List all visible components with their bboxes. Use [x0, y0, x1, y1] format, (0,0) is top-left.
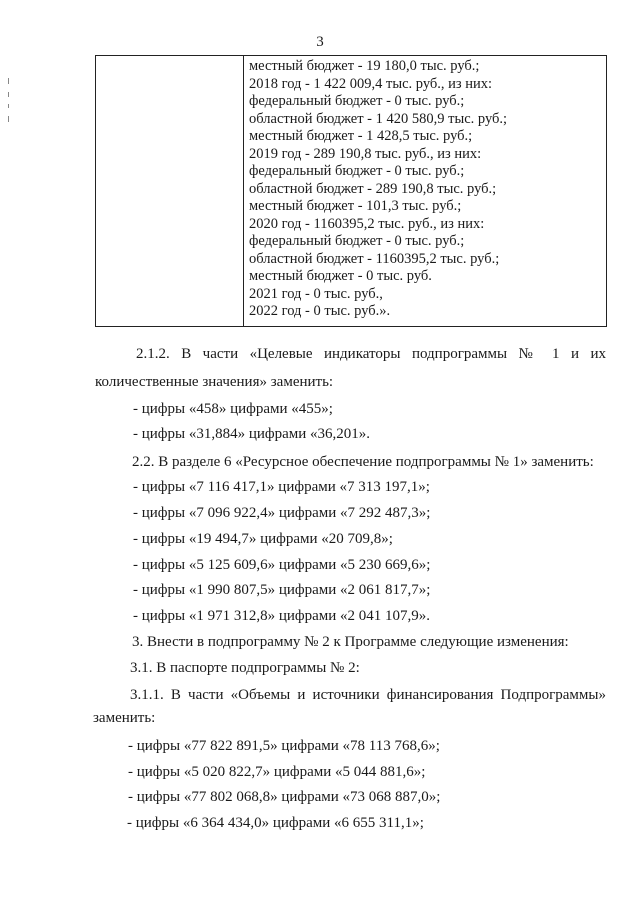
table-line: местный бюджет - 1 428,5 тыс. руб.; [249, 128, 473, 144]
paragraph-2-2: 2.2. В разделе 6 «Ресурсное обеспечение подпрограммы № 1» заменить: [132, 454, 594, 470]
table-line: местный бюджет - 101,3 тыс. руб.; [249, 198, 462, 214]
replacement-item: - цифры «1 971 312,8» цифрами «2 041 107,9». [133, 608, 431, 624]
table-line: 2018 год - 1 422 009,4 тыс. руб., из них: [249, 75, 493, 92]
paragraph-3-1-1-continuation: заменить: [93, 710, 156, 726]
paragraph-3-1: 3.1. В паспорте подпрограммы № 2: [130, 660, 360, 676]
replacement-item: - цифры «77 802 068,8» цифрами «73 068 887,0»; [128, 789, 441, 805]
table-line: федеральный бюджет - 0 тыс. руб.; [249, 163, 465, 179]
paragraph-3: 3. Внести в подпрограмму № 2 к Программе следующие изменения: [132, 634, 569, 650]
paragraph-3-1-1: 3.1.1. В части «Объемы и источники финансирования Подпрограммы» [130, 687, 606, 703]
table-column-divider [243, 56, 244, 326]
table-line: местный бюджет - 0 тыс. руб. [249, 268, 432, 284]
table-line: 2021 год - 0 тыс. руб., [249, 285, 383, 302]
paragraph-2-1-2: 2.1.2. В части «Целевые индикаторы подпрограммы № 1 и их [136, 346, 606, 362]
replacement-item: - цифры «77 822 891,5» цифрами «78 113 768,6»; [128, 738, 440, 754]
table-line: областной бюджет - 1 420 580,9 тыс. руб.; [249, 110, 508, 127]
replacement-item: - цифры «6 364 434,0» цифрами «6 655 311,1»; [127, 815, 424, 831]
table-line: областной бюджет - 289 190,8 тыс. руб.; [249, 180, 497, 197]
replacement-item: - цифры «31,884» цифрами «36,201». [133, 426, 371, 442]
page-number: 3 [316, 34, 324, 50]
financing-table [95, 55, 607, 327]
replacement-item: - цифры «7 096 922,4» цифрами «7 292 487,3»; [133, 505, 431, 521]
table-line: 2019 год - 289 190,8 тыс. руб., из них: [249, 145, 482, 162]
replacement-item: - цифры «5 020 822,7» цифрами «5 044 881,6»; [128, 764, 426, 780]
table-line: 2020 год - 1160395,2 тыс. руб., из них: [249, 215, 485, 232]
paragraph-2-1-2-continuation: количественные значения» заменить: [95, 374, 334, 390]
table-line: областной бюджет - 1160395,2 тыс. руб.; [249, 250, 500, 267]
replacement-item: - цифры «458» цифрами «455»; [133, 401, 333, 417]
scan-artifact-marks [8, 78, 12, 128]
replacement-item: - цифры «7 116 417,1» цифрами «7 313 197,1»; [133, 479, 430, 495]
table-line: местный бюджет - 19 180,0 тыс. руб.; [249, 58, 480, 74]
table-line: федеральный бюджет - 0 тыс. руб.; [249, 93, 465, 109]
table-right-cell [249, 58, 602, 321]
table-line: 2022 год - 0 тыс. руб.». [249, 303, 391, 319]
replacement-item: - цифры «1 990 807,5» цифрами «2 061 817,7»; [133, 582, 431, 598]
replacement-item: - цифры «5 125 609,6» цифрами «5 230 669,6»; [133, 557, 431, 573]
table-line: федеральный бюджет - 0 тыс. руб.; [249, 233, 465, 249]
replacement-item: - цифры «19 494,7» цифрами «20 709,8»; [133, 531, 393, 547]
